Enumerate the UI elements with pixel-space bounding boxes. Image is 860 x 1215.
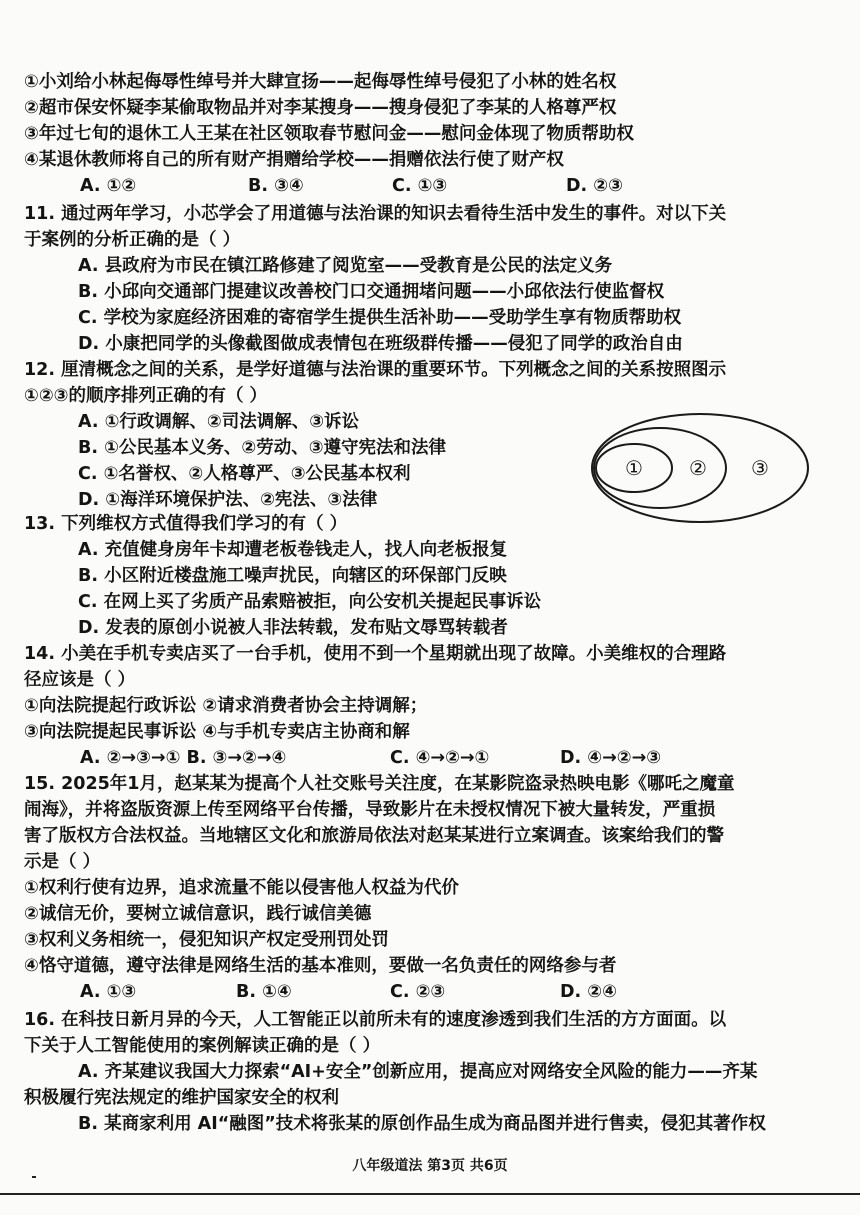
q15-stem-line4: 示是（ ） [24,852,101,872]
q16-stem-line1: 16. 在科技日新月异的今天，人工智能正以前所未有的速度渗透到我们生活的方方面面。以 [24,1010,727,1030]
q15-option-a: A. ①③ [80,982,137,1002]
diagram-label-3: ③ [751,456,769,480]
q15-item-2: ②诚信无价，要树立诚信意识，践行诚信美德 [24,904,372,924]
q15-stem-line1: 15. 2025年1月，赵某某为提高个人社交账号关注度，在某影院盗录热映电影《哪吒之魔童 [24,774,735,794]
q13-option-c: C. 在网上买了劣质产品索赔被拒，向公安机关提起民事诉讼 [78,592,542,612]
q14-option-c: C. ④→②→① [390,748,490,768]
q15-item-3: ③权利义务相统一，侵犯知识产权定受刑罚处罚 [24,930,389,950]
q11-option-a: A. 县政府为市民在镇江路修建了阅览室——受教育是公民的法定义务 [78,256,613,276]
q12-stem-line2: ①②③的顺序排列正确的有（ ） [24,386,268,406]
q10-statement-1: ①小刘给小林起侮辱性绰号并大肆宣扬——起侮辱性绰号侵犯了小林的姓名权 [24,72,617,92]
q14-items-line2: ③向法院提起民事诉讼 ④与手机专卖店主协商和解 [24,722,410,742]
q11-stem-line2: 于案例的分析正确的是（ ） [24,230,241,250]
q12-option-a: A. ①行政调解、②司法调解、③诉讼 [78,412,360,432]
page-footer: 八年级道法 第3页 共6页 [352,1158,508,1174]
q16-stem-line2: 下关于人工智能使用的案例解读正确的是（ ） [24,1036,381,1056]
q12-stem-line1: 12. 厘清概念之间的关系，是学好道德与法治课的重要环节。下列概念之间的关系按照图示 [24,360,727,380]
concept-nesting-diagram [588,410,812,526]
q11-stem-line1: 11. 通过两年学习，小芯学会了用道德与法治课的知识去看待生活中发生的事件。对以下关 [24,204,727,224]
q12-option-c: C. ①名誉权、②人格尊严、③公民基本权利 [78,464,411,484]
scan-mark [32,1176,36,1178]
q10-option-a: A. ①② [80,176,137,196]
q10-statement-3: ③年过七旬的退休工人王某在社区领取春节慰问金——慰问金体现了物质帮助权 [24,124,634,144]
q12-option-b: B. ①公民基本义务、②劳动、③遵守宪法和法律 [78,438,447,458]
q13-option-a: A. 充值健身房年卡却遭老板卷钱走人，找人向老板报复 [78,540,508,560]
q10-option-c: C. ①③ [392,176,448,196]
q16-option-b: B. 某商家利用 AI“融图”技术将张某的原创作品生成为商品图并进行售卖，侵犯其著作权 [78,1114,766,1134]
q15-option-b: B. ①④ [236,982,292,1002]
q14-stem-line1: 14. 小美在手机专卖店买了一台手机，使用不到一个星期就出现了故障。小美维权的合理路 [24,644,727,664]
q16-option-a-line1: A. 齐某建议我国大力探索“AI+安全”创新应用，提高应对网络安全风险的能力——齐某 [78,1062,758,1082]
q16-option-a-line2: 积极履行宪法规定的维护国家安全的权利 [24,1088,339,1108]
q14-option-ab: A. ②→③→① B. ③→②→④ [80,748,287,768]
q15-stem-line2: 闹海》，并将盗版资源上传至网络平台传播，导致影片在未授权情况下被大量转发，严重损 [24,800,716,820]
q14-option-d: D. ④→②→③ [560,748,662,768]
q11-option-c: C. 学校为家庭经济困难的寄宿学生提供生活补助——受助学生享有物质帮助权 [78,308,682,328]
diagram-label-2: ② [689,456,707,480]
q11-option-b: B. 小邱向交通部门提建议改善校门口交通拥堵问题——小邱依法行使监督权 [78,282,665,302]
q10-option-b: B. ③④ [248,176,304,196]
q13-option-d: D. 发表的原创小说被人非法转载，发布贴文辱骂转载者 [78,618,508,638]
q10-statement-4: ④某退休教师将自己的所有财产捐赠给学校——捐赠依法行使了财产权 [24,150,564,170]
q10-option-d: D. ②③ [566,176,623,196]
diagram-label-1: ① [625,456,643,480]
q15-item-4: ④恪守道德，遵守法律是网络生活的基本准则，要做一名负责任的网络参与者 [24,956,617,976]
q12-option-d: D. ①海洋环境保护法、②宪法、③法律 [78,490,378,510]
q14-stem-line2: 径应该是（ ） [24,670,136,690]
q10-statement-2: ②超市保安怀疑李某偷取物品并对李某搜身——搜身侵犯了李某的人格尊严权 [24,98,617,118]
q14-items-line1: ①向法院提起行政诉讼 ②请求消费者协会主持调解； [24,696,428,716]
q15-option-d: D. ②④ [560,982,617,1002]
q15-option-c: C. ②③ [390,982,446,1002]
q15-item-1: ①权利行使有边界，追求流量不能以侵害他人权益为代价 [24,878,459,898]
q13-option-b: B. 小区附近楼盘施工噪声扰民，向辖区的环保部门反映 [78,566,507,586]
q11-option-d: D. 小康把同学的头像截图做成表情包在班级群传播——侵犯了同学的政治自由 [78,334,683,354]
q13-stem: 13. 下列维权方式值得我们学习的有（ ） [24,514,348,534]
bottom-rule [0,1193,860,1195]
q15-stem-line3: 害了版权方合法权益。当地辖区文化和旅游局依法对赵某某进行立案调查。该案给我们的警 [24,826,724,846]
